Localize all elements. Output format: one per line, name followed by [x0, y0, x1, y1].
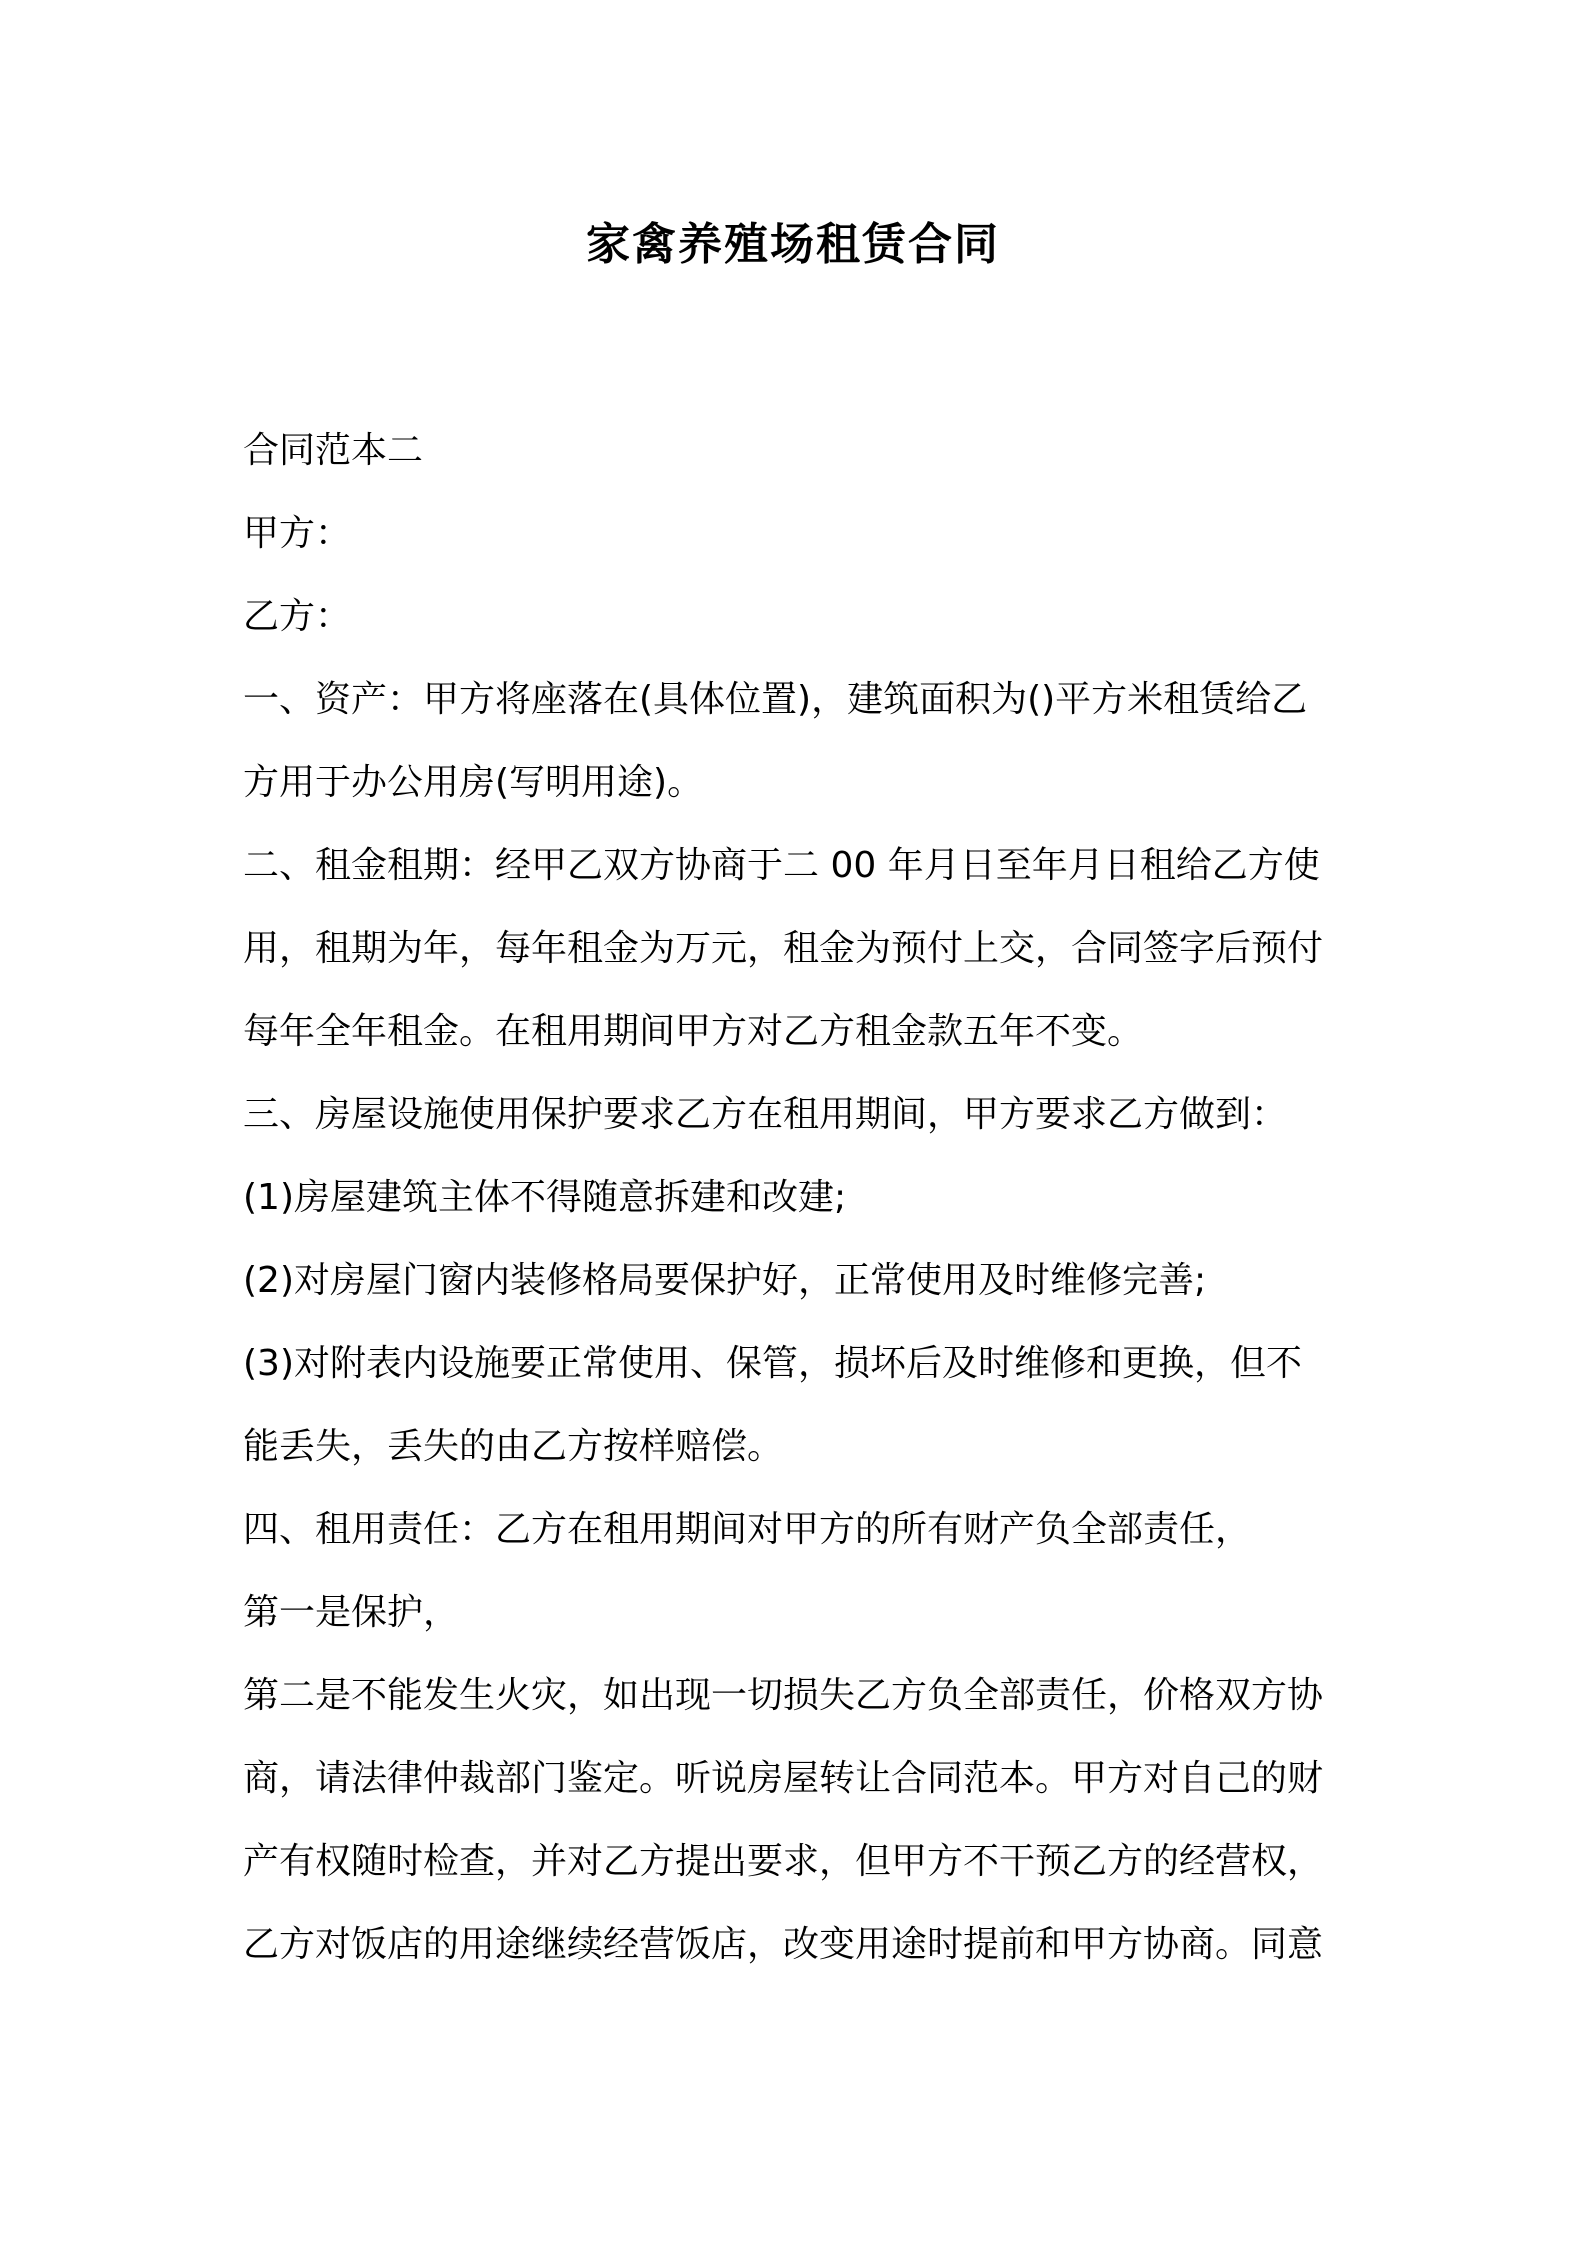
body-line: (2)对房屋门窗内装修格局要保护好，正常使用及时维修完善;	[243, 1260, 1207, 1301]
body-line: 用，租期为年，每年租金为万元，租金为预付上交，合同签字后预付	[243, 928, 1324, 969]
body-line: 方用于办公用房(写明用途)。	[243, 762, 704, 803]
body-line: 甲方：	[243, 513, 352, 554]
body-line: (1)房屋建筑主体不得随意拆建和改建;	[243, 1177, 847, 1218]
document-body	[243, 409, 1363, 1986]
body-line: 第二是不能发生火灾，如出现一切损失乙方负全部责任，价格双方协	[243, 1675, 1324, 1716]
body-line: 每年全年租金。在租用期间甲方对乙方租金款五年不变。	[243, 1011, 1144, 1052]
body-line: 合同范本二	[243, 430, 424, 471]
body-line: 产有权随时检查，并对乙方提出要求，但甲方不干预乙方的经营权，	[243, 1841, 1324, 1882]
body-line: 乙方：	[243, 596, 352, 637]
body-line: 乙方对饭店的用途继续经营饭店，改变用途时提前和甲方协商。同意	[243, 1924, 1324, 1965]
document-title: 家禽养殖场租赁合同	[586, 219, 1000, 270]
body-line: 三、房屋设施使用保护要求乙方在租用期间，甲方要求乙方做到：	[243, 1094, 1288, 1135]
body-line: 二、租金租期：经甲乙双方协商于二 00 年月日至年月日租给乙方使	[243, 845, 1320, 886]
body-line: 商，请法律仲裁部门鉴定。听说房屋转让合同范本。甲方对自己的财	[243, 1758, 1324, 1799]
body-line: 第一是保护，	[243, 1592, 460, 1633]
body-line: 一、资产：甲方将座落在(具体位置)，建筑面积为()平方米租赁给乙	[243, 679, 1308, 720]
body-line: (3)对附表内设施要正常使用、保管，损坏后及时维修和更换，但不	[243, 1343, 1302, 1384]
body-line: 四、租用责任：乙方在租用期间对甲方的所有财产负全部责任，	[243, 1509, 1252, 1550]
body-line: 能丢失，丢失的由乙方按样赔偿。	[243, 1426, 784, 1467]
